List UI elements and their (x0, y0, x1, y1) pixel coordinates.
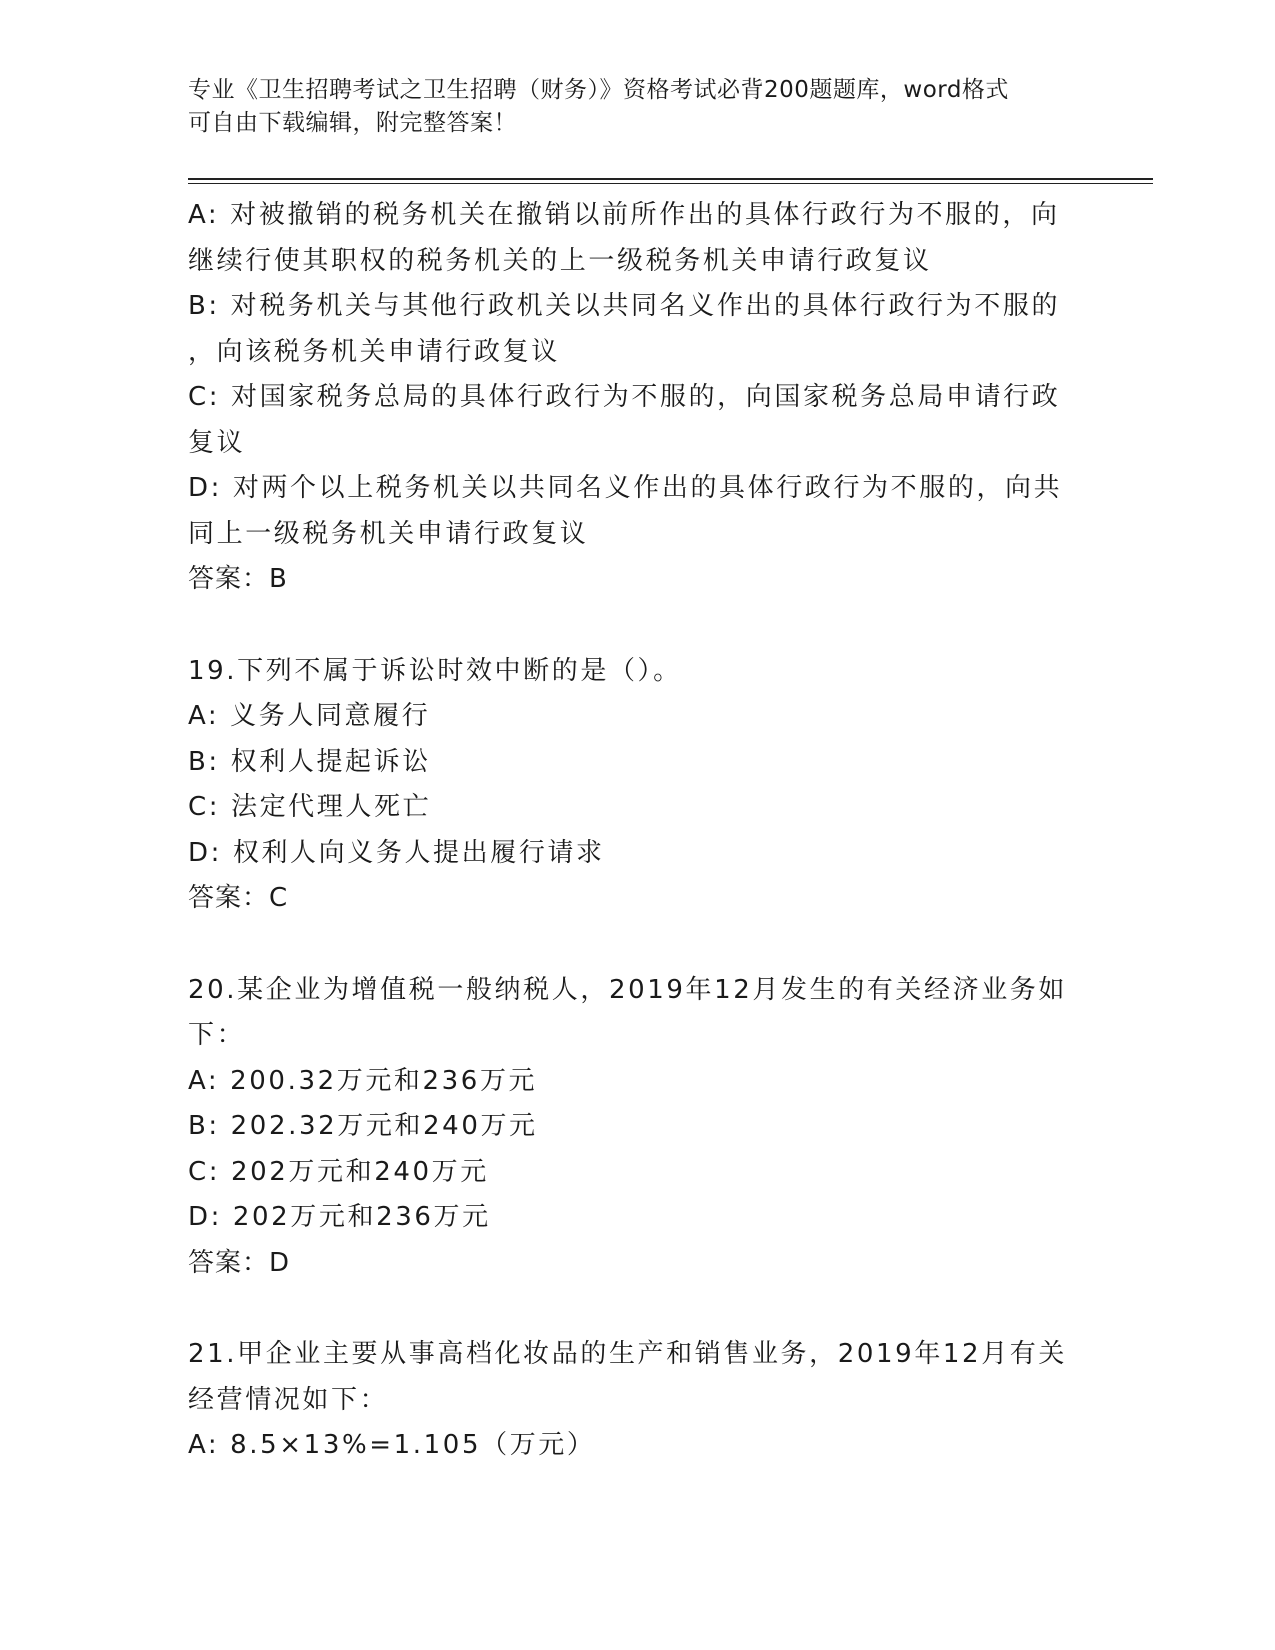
q20-option-b: B: 202.32万元和240万元 (188, 1111, 538, 1141)
spacer (188, 922, 1088, 968)
q18-option-d-line-1: D: 对两个以上税务机关以共同名义作出的具体行政行为不服的，向共 (188, 473, 1063, 503)
question-19-block (188, 649, 1088, 922)
question-21-block (188, 1332, 1088, 1469)
q19-answer: 答案：C (188, 883, 289, 913)
q18-option-d-line-2: 同上一级税务机关申请行政复议 (188, 518, 589, 549)
q19-option-b: B: 权利人提起诉讼 (188, 746, 431, 777)
q19-question: 19.下列不属于诉讼时效中断的是（）。 (188, 655, 682, 686)
q18-answer: 答案：B (188, 564, 288, 594)
header-line-2: 可自由下载编辑，附完整答案！ (188, 110, 517, 136)
header-line-1: 专业《卫生招聘考试之卫生招聘（财务）》资格考试必背200题题库，word格式 (188, 77, 1009, 103)
question-list (188, 193, 1088, 1469)
q20-option-c: C: 202万元和240万元 (188, 1156, 489, 1187)
q20-answer: 答案：D (188, 1247, 291, 1278)
q18-option-b-line-1: B: 对税务机关与其他行政机关以共同名义作出的具体行政行为不服的 (188, 291, 1061, 321)
question-18-block (188, 193, 1088, 603)
document-header (188, 74, 1088, 140)
q18-option-c-line-2: 复议 (188, 427, 246, 458)
q18-option-b-line-2: ，向该税务机关申请行政复议 (188, 336, 560, 367)
q20-option-d: D: 202万元和236万元 (188, 1202, 491, 1232)
header-divider-thick (188, 178, 1153, 180)
header-divider-thin (188, 183, 1153, 184)
q19-option-d: D: 权利人向义务人提出履行请求 (188, 837, 605, 868)
q19-option-a: A: 义务人同意履行 (188, 701, 431, 731)
q19-option-c: C: 法定代理人死亡 (188, 792, 432, 822)
q21-question-line-2: 经营情况如下： (188, 1384, 389, 1415)
spacer (188, 603, 1088, 649)
q20-question-line-1: 20.某企业为增值税一般纳税人，2019年12月发生的有关经济业务如 (188, 974, 1068, 1005)
question-20-block (188, 968, 1088, 1287)
q18-option-a-line-2: 继续行使其职权的税务机关的上一级税务机关申请行政复议 (188, 245, 932, 276)
q18-option-c-line-1: C: 对国家税务总局的具体行政行为不服的，向国家税务总局申请行政 (188, 382, 1061, 412)
q21-question-line-1: 21.甲企业主要从事高档化妆品的生产和销售业务，2019年12月有关 (188, 1339, 1068, 1369)
spacer (188, 1286, 1088, 1332)
q20-question-line-2: 下： (188, 1020, 246, 1050)
q18-option-a-line-1: A: 对被撤销的税务机关在撤销以前所作出的具体行政行为不服的，向 (188, 200, 1060, 230)
q20-option-a: A: 200.32万元和236万元 (188, 1065, 538, 1096)
q21-option-a: A: 8.5×13%=1.105（万元） (188, 1430, 596, 1460)
